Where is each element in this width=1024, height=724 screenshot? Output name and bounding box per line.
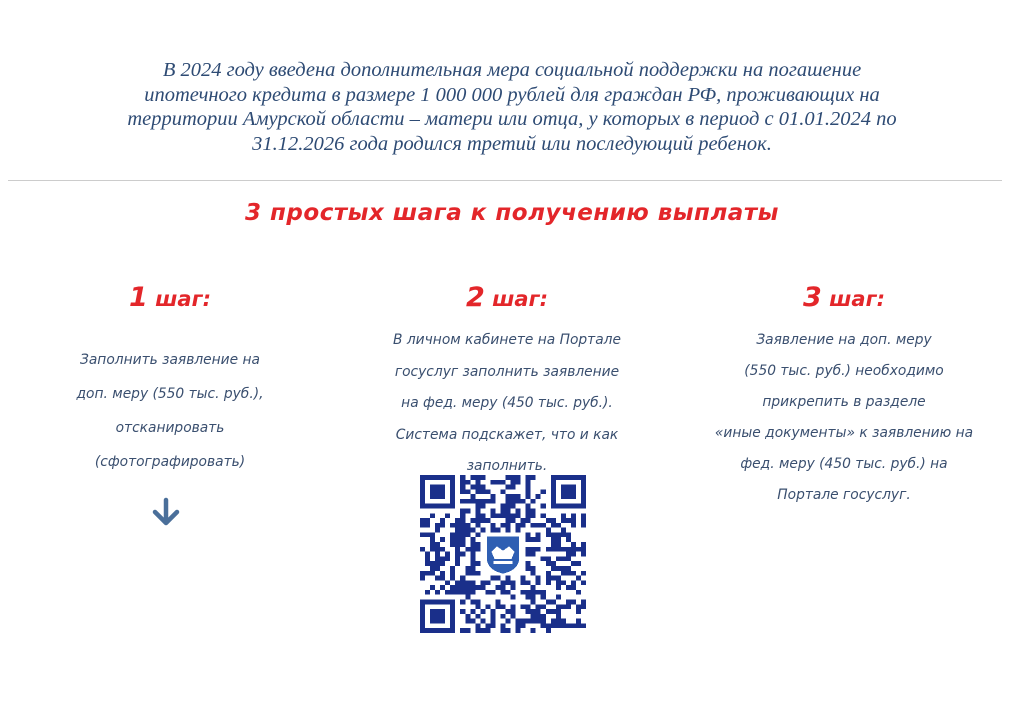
arrow-down-icon bbox=[150, 497, 182, 527]
step-3-title bbox=[676, 282, 1012, 313]
step-1-text bbox=[30, 343, 310, 479]
step-text-line: на фед. меру (450 тыс. руб.). bbox=[401, 395, 613, 411]
step-text-line: Система подскажет, что и как bbox=[395, 426, 619, 443]
intro-line: ипотечного кредита в размере 1 000 000 рублей для граждан РФ, проживающих на bbox=[144, 83, 880, 106]
step-text-line: Заполнить заявление на bbox=[80, 352, 260, 368]
step-2-title bbox=[352, 282, 662, 313]
step-text-line: Портале госуслуг. bbox=[777, 487, 911, 503]
intro-line: В 2024 году введена дополнительная мера социальной поддержки на погашение bbox=[162, 59, 862, 81]
step-1 bbox=[30, 282, 310, 479]
step-2-text bbox=[352, 325, 662, 483]
step-text-line: фед. меру (450 тыс. руб.) на bbox=[740, 456, 948, 472]
step-number: 3 bbox=[803, 282, 822, 313]
step-text-line: доп. меру (550 тыс. руб.), bbox=[76, 386, 264, 402]
step-text-line: «иные документы» к заявлению на bbox=[714, 425, 974, 441]
step-1-title bbox=[30, 282, 310, 313]
step-label: шаг: bbox=[492, 287, 548, 311]
step-text-line: заполнить. bbox=[466, 458, 548, 474]
step-text-line: Заявление на доп. меру bbox=[756, 332, 932, 348]
step-3-text bbox=[676, 325, 1012, 511]
step-3 bbox=[676, 282, 1012, 511]
step-text-line: (сфотографировать) bbox=[94, 454, 246, 470]
step-text-line: (550 тыс. руб.) необходимо bbox=[744, 363, 944, 379]
divider bbox=[8, 180, 1002, 181]
step-text-line: прикрепить в разделе bbox=[762, 394, 926, 410]
intro-line: территории Амурской области – матери или отца, у которых в период с 01.01.2024 по bbox=[127, 108, 897, 130]
coat-of-arms-icon bbox=[487, 536, 519, 573]
step-text-line: госуслуг заполнить заявление bbox=[394, 363, 620, 380]
intro-line: 31.12.2026 года родился третий или последующий ребенок. bbox=[252, 132, 772, 155]
step-label: шаг: bbox=[155, 287, 211, 311]
step-label: шаг: bbox=[829, 287, 885, 311]
step-number: 2 bbox=[466, 282, 485, 313]
steps-heading: 3 простых шага к получению выплаты bbox=[245, 200, 779, 226]
step-text-line: В личном кабинете на Портале bbox=[393, 332, 621, 348]
qr-code-icon[interactable] bbox=[420, 475, 586, 633]
step-number: 1 bbox=[129, 282, 148, 313]
intro-paragraph bbox=[40, 58, 984, 156]
step-2 bbox=[352, 282, 662, 483]
step-text-line: отсканировать bbox=[115, 420, 225, 436]
